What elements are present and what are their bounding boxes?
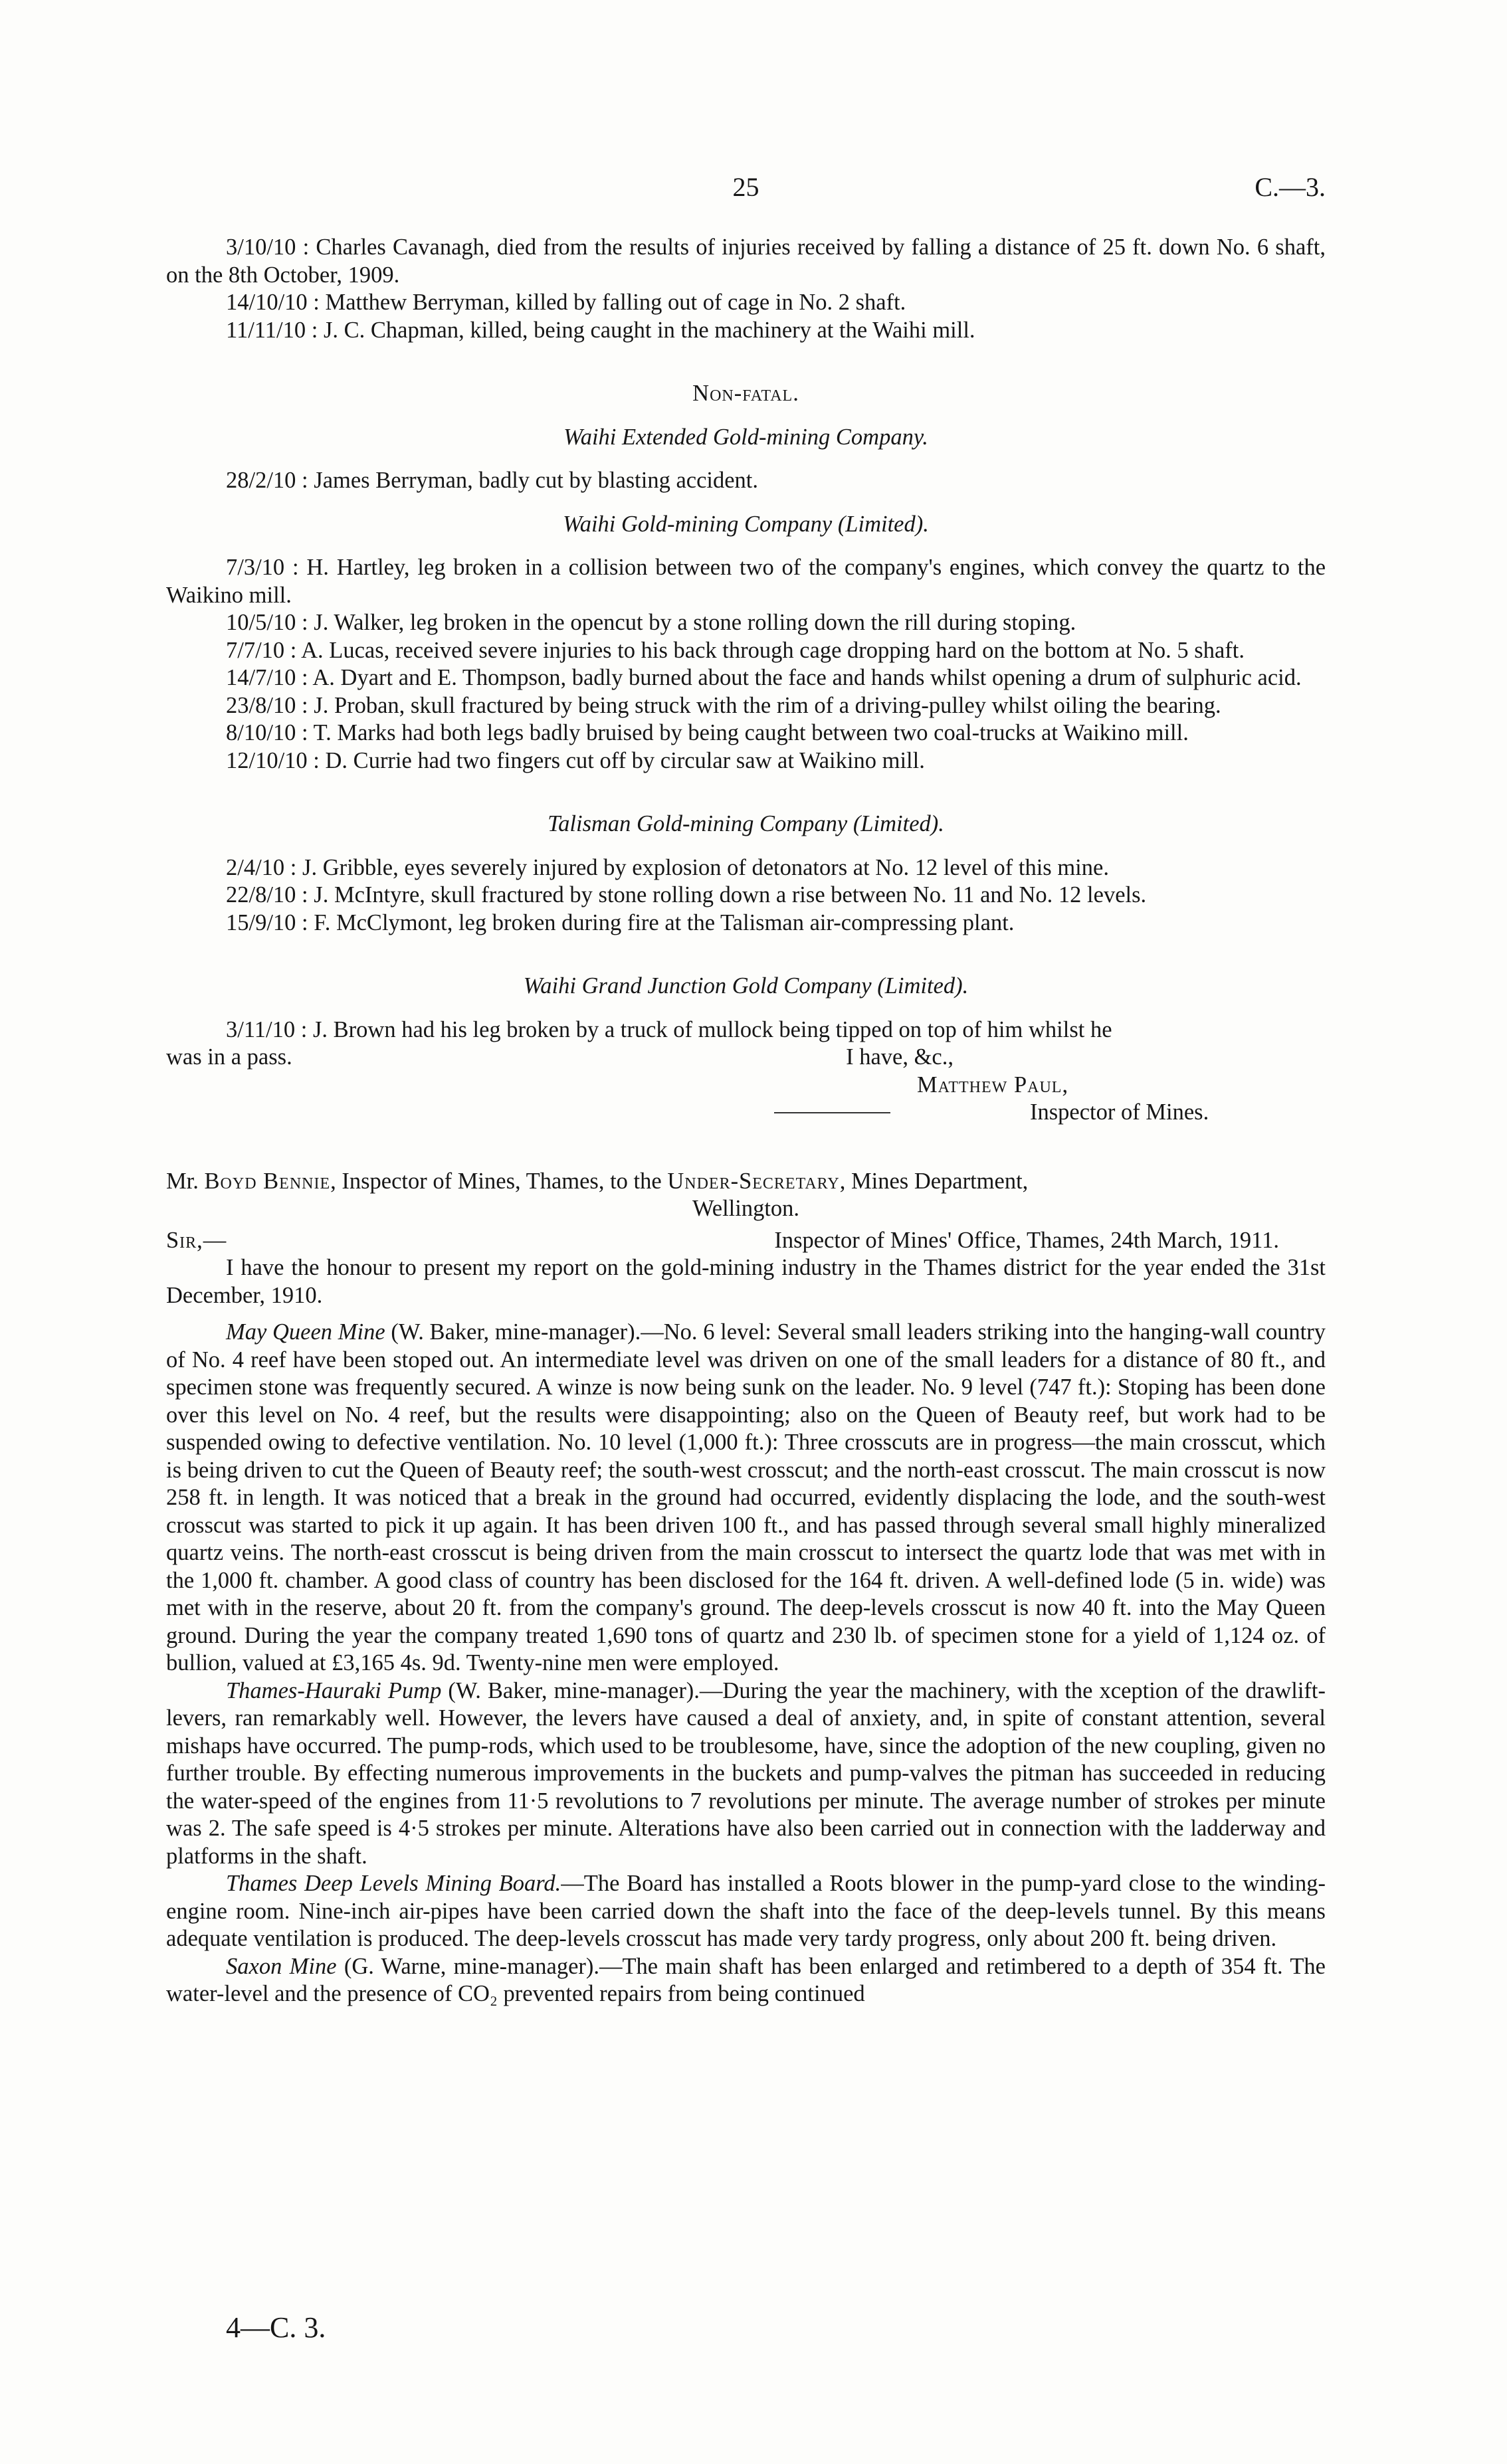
accident-entry: 14/10/10 : Matthew Berryman, killed by falling out of cage in No. 2 shaft. (226, 290, 906, 315)
company-heading: Waihi Extended Gold-mining Company. (563, 424, 928, 450)
company-heading: Talisman Gold-mining Company (Limited). (548, 811, 944, 836)
company-heading: Waihi Gold-mining Company (Limited). (563, 511, 929, 537)
accident-entry: 3/10/10 : Charles Cavanagh, died from the results of injuries received by falling a distance of 25 ft. down No. 6 shaft, on the 8th October, 1909. (166, 235, 1326, 288)
page-footer-signature: 4—C. 3. (226, 2311, 326, 2344)
closing-have: I have, &c., (846, 1044, 954, 1070)
accident-entry: 23/8/10 : J. Proban, skull fractured by being struck with the rim of a driving-pulley whilst oiling the bearing. (226, 692, 1221, 718)
company-heading: Waihi Grand Junction Gold Company (Limited). (523, 973, 969, 998)
accident-entry: 7/7/10 : A. Lucas, received severe injuries to his back through cage dropping hard on the bottom at No. 5 shaft. (226, 637, 1245, 663)
report-heading: Mr. Boyd Bennie, Inspector of Mines, Thames, to the Under-Secretary, Mines Department, (166, 1168, 1029, 1194)
page-number: 25 (732, 172, 759, 202)
report-reference: C.—3. (1255, 172, 1326, 202)
accident-entry: 15/9/10 : F. McClymont, leg broken during fire at the Talisman air-compressing plant. (226, 909, 1015, 935)
report-heading-city: Wellington. (692, 1196, 800, 1221)
report-paragraph: Thames-Hauraki Pump (W. Baker, mine-manager).—During the year the machinery, with the xception of the drawlift-levers, ran remarkably well. However, the levers have caused a deal of anxiety, and, in spite of constant attention, several mishaps have occurred. The pump-rods, which used to be troublesome, have, since the adoption of the new coupling, given no further trouble. By effecting numerous improvements in the buckets and pump-valves the pitman has succeeded in reducing the water-speed of the engines from 11·5 revolutions to 7 revolutions per minute. The average number of strokes per minute was 2. The safe speed is 4·5 strokes per minute. Alterations have also been carried out in connection with the ladderway and platforms in the shaft. (166, 1677, 1326, 1869)
salutation-row (166, 1227, 1326, 1255)
salutation: Sir,— (166, 1227, 227, 1253)
accident-entry: 7/3/10 : H. Hartley, leg broken in a collision between two of the company's engines, which convey the quartz to the Waikino mill. (166, 555, 1326, 608)
accident-entry: 8/10/10 : T. Marks had both legs badly bruised by being caught between two coal-trucks at Waikino mill. (226, 720, 1189, 745)
page-header (166, 171, 1326, 205)
accident-entry: 3/11/10 : J. Brown had his leg broken by a truck of mullock being tipped on top of him whilst he (226, 1016, 1112, 1042)
accident-entry: 22/8/10 : J. McIntyre, skull fractured by stone rolling down a rise between No. 11 and No. 12 levels. (226, 882, 1147, 907)
report-paragraph: Thames Deep Levels Mining Board.—The Board has installed a Roots blower in the pump-yard close to the winding-engine room. Nine-inch air-pipes have been carried down the shaft into the face of the deep-levels tunnel. By this means adequate ventilation is produced. The deep-levels crosscut has made very tardy progress, only about 200 ft. being driven. (166, 1871, 1326, 1951)
report-paragraph: Saxon Mine (G. Warne, mine-manager).—The main shaft has been enlarged and retimbered to a depth of 354 ft. The water-level and the presence of CO₂ prevented repairs from being continued (166, 1953, 1326, 2006)
body-column (166, 234, 1326, 2008)
office-address: Inspector of Mines' Office, Thames, 24th March, 1911. (774, 1227, 1279, 1253)
signature-title: Inspector of Mines. (1030, 1099, 1209, 1125)
accident-entry: 28/2/10 : James Berryman, badly cut by blasting accident. (226, 468, 758, 493)
signature-row (166, 1099, 1326, 1127)
accident-entry: 14/7/10 : A. Dyart and E. Thompson, badly burned about the face and hands whilst opening a drum of sulphuric acid. (226, 665, 1302, 690)
report-intro: I have the honour to present my report on the gold-mining industry in the Thames district for the year ended the 31st December, 1910. (166, 1255, 1326, 1308)
accident-entry-end: was in a pass. I have, &c., (166, 1044, 1326, 1072)
report-paragraph: May Queen Mine (W. Baker, mine-manager).—No. 6 level: Several small leaders striking into the hanging-wall country of No. 4 reef have been stoped out. An intermediate level was driven on one of the small leaders for a distance of 80 ft., and specimen stone was frequently secured. A winze is now being sunk on the leader. No. 9 level (747 ft.): Stoping has been done over this level on No. 4 reef, but the results were disappointing; also on the Queen of Beauty reef, but work had to be suspended owing to defective ventilation. No. 10 level (1,000 ft.): Three crosscuts are in progress—the main crosscut, which is being driven to cut the Queen of Beauty reef; the south-west crosscut; and the north-east crosscut. The main crosscut is now 258 ft. in length. It was noticed that a break in the ground had occurred, evidently displacing the lode, and the south-west crosscut was started to pick it up again. It has been driven 100 ft., and has passed through several small highly mineralized quartz veins. The north-east crosscut is being driven from the main crosscut to intersect the quartz lode that was met with in the 1,000 ft. chamber. A good class of country has been disclosed for the 164 ft. driven. A well-defined lode (5 in. wide) was met with in the reserve, about 20 ft. from the company's ground. The deep-levels crosscut is now 40 ft. into the May Queen ground. During the year the company treated 1,690 tons of quartz and 230 lb. of specimen stone for a yield of 1,124 oz. of bullion, valued at £3,165 4s. 9d. Twenty-nine men were employed. (166, 1319, 1326, 1675)
divider-rule (774, 1112, 890, 1113)
accident-entry: 11/11/10 : J. C. Chapman, killed, being caught in the machinery at the Waihi mill. (226, 317, 975, 343)
signature-name: Matthew Paul, (917, 1072, 1069, 1097)
accident-entry: 10/5/10 : J. Walker, leg broken in the opencut by a stone rolling down the rill during stoping. (226, 610, 1076, 635)
accident-entry: 12/10/10 : D. Currie had two fingers cut off by circular saw at Waikino mill. (226, 747, 925, 773)
nonfatal-heading: Non-fatal. (692, 381, 799, 406)
accident-entry: 2/4/10 : J. Gribble, eyes severely injured by explosion of detonators at No. 12 level of this mine. (226, 854, 1109, 880)
